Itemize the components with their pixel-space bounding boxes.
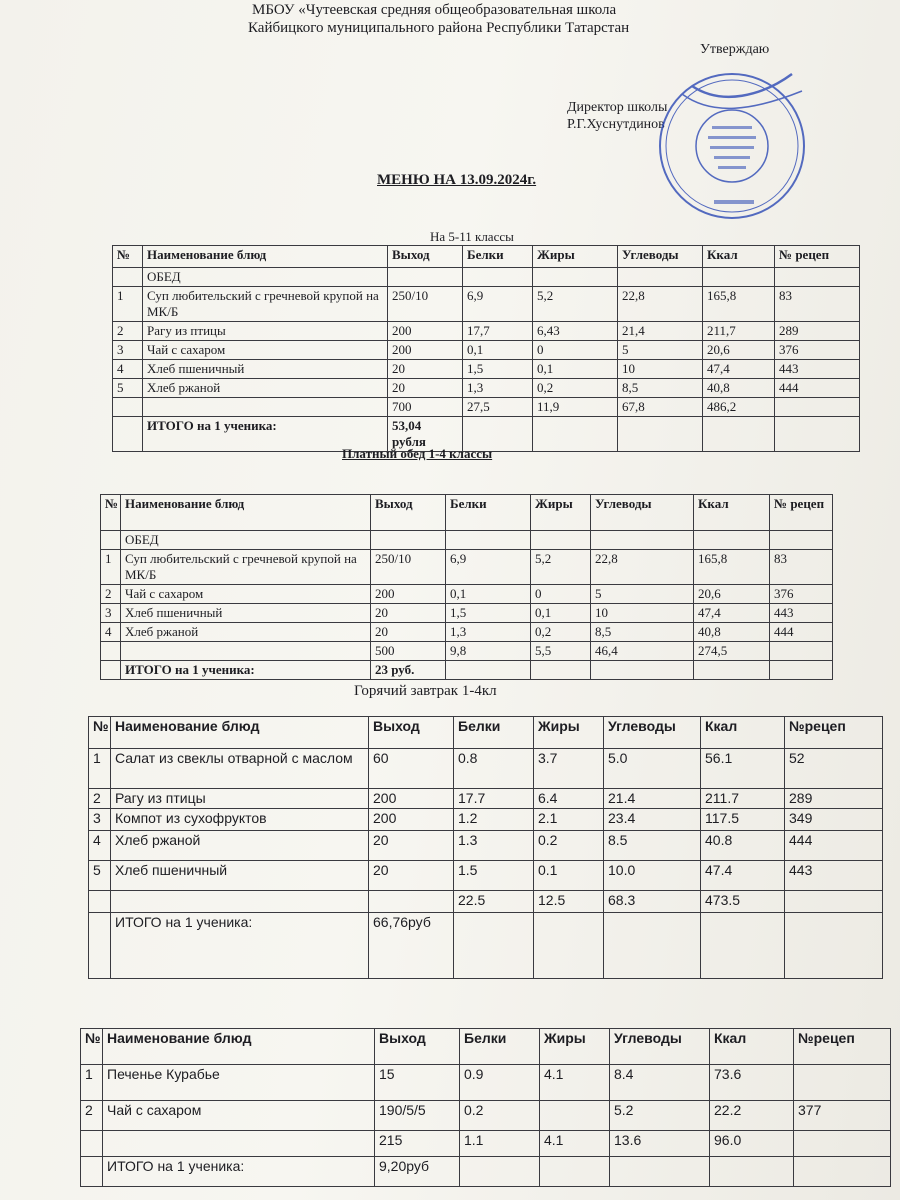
empty-cell bbox=[388, 268, 463, 287]
dish-fats: 0 bbox=[531, 585, 591, 604]
total-carbs: 68.3 bbox=[604, 891, 701, 913]
dish-number: 1 bbox=[113, 287, 143, 322]
totals-row bbox=[89, 891, 883, 913]
col-num: № bbox=[81, 1029, 103, 1065]
totals-row bbox=[101, 642, 833, 661]
dish-kcal: 22.2 bbox=[710, 1101, 794, 1131]
empty-cell bbox=[101, 642, 121, 661]
dish-proteins: 1,3 bbox=[463, 379, 533, 398]
empty-cell bbox=[770, 661, 833, 680]
empty-cell bbox=[113, 398, 143, 417]
dish-row bbox=[89, 749, 883, 789]
empty-cell bbox=[775, 268, 860, 287]
dish-recipe: 443 bbox=[770, 604, 833, 623]
dish-recipe: 52 bbox=[785, 749, 883, 789]
dish-name: Хлеб ржаной bbox=[111, 831, 369, 861]
dish-output: 60 bbox=[369, 749, 454, 789]
dish-name: Суп любительский с гречневой крупой на МК/Б bbox=[121, 550, 371, 585]
empty-cell bbox=[454, 913, 534, 979]
empty-cell bbox=[533, 417, 618, 452]
dish-kcal: 56.1 bbox=[701, 749, 785, 789]
dish-fats: 6,43 bbox=[533, 322, 618, 341]
total-output: 700 bbox=[388, 398, 463, 417]
dish-kcal: 73.6 bbox=[710, 1065, 794, 1101]
dish-fats: 2.1 bbox=[534, 809, 604, 831]
col-fats: Жиры bbox=[540, 1029, 610, 1065]
empty-cell bbox=[460, 1157, 540, 1187]
col-recipe: № рецеп bbox=[775, 246, 860, 268]
empty-cell bbox=[81, 1157, 103, 1187]
dish-recipe bbox=[794, 1065, 891, 1101]
empty-cell bbox=[89, 891, 111, 913]
total-kcal: 96.0 bbox=[710, 1131, 794, 1157]
itogo-row bbox=[81, 1157, 891, 1187]
menu-title: МЕНЮ НА 13.09.2024г. bbox=[377, 172, 537, 188]
empty-cell bbox=[604, 913, 701, 979]
dish-carbs: 5.0 bbox=[604, 749, 701, 789]
col-name: Наименование блюд bbox=[121, 495, 371, 531]
dish-kcal: 165,8 bbox=[694, 550, 770, 585]
dish-proteins: 17.7 bbox=[454, 789, 534, 809]
total-output: 500 bbox=[371, 642, 446, 661]
total-fats: 11,9 bbox=[533, 398, 618, 417]
dish-carbs: 8,5 bbox=[618, 379, 703, 398]
dish-number: 3 bbox=[89, 809, 111, 831]
dish-carbs: 21.4 bbox=[604, 789, 701, 809]
dish-proteins: 0,1 bbox=[446, 585, 531, 604]
dish-fats: 6.4 bbox=[534, 789, 604, 809]
dish-recipe: 444 bbox=[770, 623, 833, 642]
dish-fats: 0,2 bbox=[533, 379, 618, 398]
dish-output: 200 bbox=[388, 341, 463, 360]
col-kcal: Ккал bbox=[703, 246, 775, 268]
col-fats: Жиры bbox=[534, 717, 604, 749]
dish-fats: 0 bbox=[533, 341, 618, 360]
director-title: Директор школы bbox=[567, 100, 668, 115]
dish-name: Салат из свеклы отварной с маслом bbox=[111, 749, 369, 789]
dish-number: 2 bbox=[81, 1101, 103, 1131]
dish-number: 4 bbox=[101, 623, 121, 642]
dish-fats: 0,1 bbox=[533, 360, 618, 379]
section-title-paid-lunch: Платный обед 1-4 классы bbox=[342, 446, 493, 461]
dish-name: Рагу из птицы bbox=[111, 789, 369, 809]
itogo-row bbox=[89, 913, 883, 979]
dish-fats: 0.2 bbox=[534, 831, 604, 861]
dish-row bbox=[113, 341, 860, 360]
empty-cell bbox=[785, 891, 883, 913]
col-name: Наименование блюд bbox=[103, 1029, 375, 1065]
dish-proteins: 1.3 bbox=[454, 831, 534, 861]
group-num-cell bbox=[113, 268, 143, 287]
total-proteins: 1.1 bbox=[460, 1131, 540, 1157]
dish-fats: 0,2 bbox=[531, 623, 591, 642]
dish-proteins: 0.2 bbox=[460, 1101, 540, 1131]
col-proteins: Белки bbox=[463, 246, 533, 268]
dish-fats: 4.1 bbox=[540, 1065, 610, 1101]
dish-recipe: 349 bbox=[785, 809, 883, 831]
col-name: Наименование блюд bbox=[111, 717, 369, 749]
dish-kcal: 40,8 bbox=[703, 379, 775, 398]
dish-row bbox=[89, 861, 883, 891]
dish-kcal: 47,4 bbox=[703, 360, 775, 379]
dish-name: Чай с сахаром bbox=[103, 1101, 375, 1131]
empty-cell bbox=[534, 913, 604, 979]
dish-carbs: 10.0 bbox=[604, 861, 701, 891]
total-carbs: 46,4 bbox=[591, 642, 694, 661]
itogo-value: 23 руб. bbox=[371, 661, 446, 680]
empty-cell bbox=[794, 1131, 891, 1157]
empty-cell bbox=[703, 417, 775, 452]
school-name-line1: МБОУ «Чутеевская средняя общеобразовательная школа bbox=[252, 2, 617, 18]
empty-cell bbox=[143, 398, 388, 417]
dish-fats bbox=[540, 1101, 610, 1131]
col-carbs: Углеводы bbox=[610, 1029, 710, 1065]
dish-number: 3 bbox=[113, 341, 143, 360]
dish-output: 200 bbox=[369, 809, 454, 831]
group-row bbox=[113, 268, 860, 287]
dish-kcal: 117.5 bbox=[701, 809, 785, 831]
total-fats: 4.1 bbox=[540, 1131, 610, 1157]
col-kcal: Ккал bbox=[701, 717, 785, 749]
total-output: 215 bbox=[375, 1131, 460, 1157]
dish-output: 250/10 bbox=[371, 550, 446, 585]
empty-cell bbox=[694, 661, 770, 680]
col-recipe: № рецеп bbox=[770, 495, 833, 531]
dish-recipe: 444 bbox=[785, 831, 883, 861]
dish-recipe: 289 bbox=[785, 789, 883, 809]
dish-name: Печенье Курабье bbox=[103, 1065, 375, 1101]
school-seal-stamp bbox=[652, 66, 812, 226]
dish-recipe: 443 bbox=[775, 360, 860, 379]
dish-number: 4 bbox=[113, 360, 143, 379]
director-name: Р.Г.Хуснутдинов bbox=[567, 117, 665, 132]
dish-number: 1 bbox=[101, 550, 121, 585]
itogo-label: ИТОГО на 1 ученика: bbox=[103, 1157, 375, 1187]
dish-name: Суп любительский с гречневой крупой на МК/Б bbox=[143, 287, 388, 322]
dish-kcal: 40,8 bbox=[694, 623, 770, 642]
dish-name: Хлеб ржаной bbox=[121, 623, 371, 642]
dish-kcal: 47,4 bbox=[694, 604, 770, 623]
empty-cell bbox=[531, 531, 591, 550]
dish-kcal: 20,6 bbox=[694, 585, 770, 604]
dish-kcal: 165,8 bbox=[703, 287, 775, 322]
col-output: Выход bbox=[375, 1029, 460, 1065]
total-kcal: 274,5 bbox=[694, 642, 770, 661]
empty-cell bbox=[446, 661, 531, 680]
col-kcal: Ккал bbox=[710, 1029, 794, 1065]
empty-cell bbox=[591, 531, 694, 550]
col-recipe: №рецеп bbox=[794, 1029, 891, 1065]
col-carbs: Углеводы bbox=[591, 495, 694, 531]
dish-output: 200 bbox=[369, 789, 454, 809]
empty-cell bbox=[121, 642, 371, 661]
dish-recipe: 376 bbox=[770, 585, 833, 604]
dish-fats: 5,2 bbox=[533, 287, 618, 322]
dish-row bbox=[101, 550, 833, 585]
dish-number: 2 bbox=[113, 322, 143, 341]
school-name-line2: Кайбицкого муниципального района Республики Татарстан bbox=[248, 20, 630, 36]
dish-number: 5 bbox=[89, 861, 111, 891]
dish-proteins: 0,1 bbox=[463, 341, 533, 360]
dish-row bbox=[101, 604, 833, 623]
dish-number: 3 bbox=[101, 604, 121, 623]
dish-recipe: 83 bbox=[770, 550, 833, 585]
group-row bbox=[101, 531, 833, 550]
col-output: Выход bbox=[388, 246, 463, 268]
empty-cell bbox=[775, 398, 860, 417]
empty-cell bbox=[618, 268, 703, 287]
dish-carbs: 10 bbox=[591, 604, 694, 623]
empty-cell bbox=[701, 913, 785, 979]
dish-row bbox=[101, 585, 833, 604]
dish-carbs: 8,5 bbox=[591, 623, 694, 642]
dish-output: 250/10 bbox=[388, 287, 463, 322]
itogo-value: 66,76руб bbox=[369, 913, 454, 979]
dish-carbs: 5 bbox=[591, 585, 694, 604]
dish-row bbox=[113, 360, 860, 379]
dish-name: Хлеб пшеничный bbox=[121, 604, 371, 623]
itogo-value: 53,04 рубля bbox=[388, 417, 463, 452]
dish-number: 2 bbox=[89, 789, 111, 809]
empty-cell bbox=[770, 531, 833, 550]
itogo-row bbox=[101, 661, 833, 680]
empty-cell bbox=[371, 531, 446, 550]
approve-label: Утверждаю bbox=[700, 42, 770, 57]
dish-number: 5 bbox=[113, 379, 143, 398]
dish-fats: 0.1 bbox=[534, 861, 604, 891]
dish-output: 200 bbox=[371, 585, 446, 604]
dish-number: 1 bbox=[89, 749, 111, 789]
total-kcal: 486,2 bbox=[703, 398, 775, 417]
col-num: № bbox=[89, 717, 111, 749]
dish-output: 15 bbox=[375, 1065, 460, 1101]
dish-output: 200 bbox=[388, 322, 463, 341]
dish-carbs: 5 bbox=[618, 341, 703, 360]
col-name: Наименование блюд bbox=[143, 246, 388, 268]
empty-cell bbox=[694, 531, 770, 550]
col-fats: Жиры bbox=[531, 495, 591, 531]
dish-name: Чай с сахаром bbox=[143, 341, 388, 360]
dish-output: 20 bbox=[369, 831, 454, 861]
dish-proteins: 1.5 bbox=[454, 861, 534, 891]
total-carbs: 13.6 bbox=[610, 1131, 710, 1157]
dish-proteins: 1,5 bbox=[446, 604, 531, 623]
col-output: Выход bbox=[369, 717, 454, 749]
dish-output: 20 bbox=[388, 360, 463, 379]
dish-fats: 0,1 bbox=[531, 604, 591, 623]
empty-cell bbox=[775, 417, 860, 452]
itogo-value: 9,20руб bbox=[375, 1157, 460, 1187]
dish-proteins: 17,7 bbox=[463, 322, 533, 341]
dish-proteins: 0.8 bbox=[454, 749, 534, 789]
total-proteins: 22.5 bbox=[454, 891, 534, 913]
dish-recipe: 83 bbox=[775, 287, 860, 322]
col-num: № bbox=[113, 246, 143, 268]
total-fats: 12.5 bbox=[534, 891, 604, 913]
dish-row bbox=[113, 379, 860, 398]
totals-row bbox=[113, 398, 860, 417]
total-proteins: 9,8 bbox=[446, 642, 531, 661]
dish-row bbox=[81, 1101, 891, 1131]
dish-name: Компот из сухофруктов bbox=[111, 809, 369, 831]
dish-row bbox=[89, 809, 883, 831]
empty-cell bbox=[101, 661, 121, 680]
dish-row bbox=[113, 322, 860, 341]
dish-output: 20 bbox=[371, 623, 446, 642]
col-num: № bbox=[101, 495, 121, 531]
dish-kcal: 20,6 bbox=[703, 341, 775, 360]
dish-output: 190/5/5 bbox=[375, 1101, 460, 1131]
dish-carbs: 5.2 bbox=[610, 1101, 710, 1131]
col-proteins: Белки bbox=[446, 495, 531, 531]
total-proteins: 27,5 bbox=[463, 398, 533, 417]
empty-cell bbox=[591, 661, 694, 680]
empty-cell bbox=[113, 417, 143, 452]
dish-fats: 3.7 bbox=[534, 749, 604, 789]
totals-row bbox=[81, 1131, 891, 1157]
empty-cell bbox=[531, 661, 591, 680]
itogo-label: ИТОГО на 1 ученика: bbox=[111, 913, 369, 979]
menu-table-snack bbox=[80, 1028, 891, 1187]
dish-kcal: 211,7 bbox=[703, 322, 775, 341]
dish-fats: 5,2 bbox=[531, 550, 591, 585]
empty-cell bbox=[703, 268, 775, 287]
total-carbs: 67,8 bbox=[618, 398, 703, 417]
dish-row bbox=[89, 831, 883, 861]
dish-recipe: 444 bbox=[775, 379, 860, 398]
dish-kcal: 211.7 bbox=[701, 789, 785, 809]
itogo-label: ИТОГО на 1 ученика: bbox=[121, 661, 371, 680]
col-kcal: Ккал bbox=[694, 495, 770, 531]
total-output bbox=[369, 891, 454, 913]
dish-output: 20 bbox=[371, 604, 446, 623]
dish-row bbox=[101, 623, 833, 642]
col-fats: Жиры bbox=[533, 246, 618, 268]
col-output: Выход bbox=[371, 495, 446, 531]
dish-name: Чай с сахаром bbox=[121, 585, 371, 604]
empty-cell bbox=[785, 913, 883, 979]
dish-carbs: 22,8 bbox=[591, 550, 694, 585]
dish-row bbox=[89, 789, 883, 809]
empty-cell bbox=[794, 1157, 891, 1187]
dish-carbs: 8.5 bbox=[604, 831, 701, 861]
group-label: ОБЕД bbox=[143, 268, 388, 287]
empty-cell bbox=[618, 417, 703, 452]
empty-cell bbox=[540, 1157, 610, 1187]
empty-cell bbox=[81, 1131, 103, 1157]
dish-proteins: 1,5 bbox=[463, 360, 533, 379]
col-proteins: Белки bbox=[460, 1029, 540, 1065]
col-carbs: Углеводы bbox=[604, 717, 701, 749]
menu-table-5-11 bbox=[112, 245, 860, 452]
dish-output: 20 bbox=[369, 861, 454, 891]
dish-carbs: 10 bbox=[618, 360, 703, 379]
itogo-label: ИТОГО на 1 ученика: bbox=[143, 417, 388, 452]
dish-row bbox=[81, 1065, 891, 1101]
dish-recipe: 443 bbox=[785, 861, 883, 891]
dish-proteins: 6,9 bbox=[446, 550, 531, 585]
empty-cell bbox=[533, 268, 618, 287]
group-num-cell bbox=[101, 531, 121, 550]
empty-cell bbox=[610, 1157, 710, 1187]
dish-proteins: 6,9 bbox=[463, 287, 533, 322]
col-proteins: Белки bbox=[454, 717, 534, 749]
section-title-hot-breakfast: Горячий завтрак 1-4кл bbox=[354, 683, 497, 699]
dish-recipe: 376 bbox=[775, 341, 860, 360]
empty-cell bbox=[710, 1157, 794, 1187]
empty-cell bbox=[770, 642, 833, 661]
dish-output: 20 bbox=[388, 379, 463, 398]
dish-number: 1 bbox=[81, 1065, 103, 1101]
empty-cell bbox=[89, 913, 111, 979]
dish-kcal: 47.4 bbox=[701, 861, 785, 891]
dish-proteins: 0.9 bbox=[460, 1065, 540, 1101]
group-label: ОБЕД bbox=[121, 531, 371, 550]
dish-recipe: 289 bbox=[775, 322, 860, 341]
dish-row bbox=[113, 287, 860, 322]
col-carbs: Углеводы bbox=[618, 246, 703, 268]
menu-table-hot-breakfast bbox=[88, 716, 883, 979]
dish-name: Хлеб пшеничный bbox=[111, 861, 369, 891]
dish-carbs: 21,4 bbox=[618, 322, 703, 341]
total-fats: 5,5 bbox=[531, 642, 591, 661]
dish-proteins: 1,3 bbox=[446, 623, 531, 642]
total-kcal: 473.5 bbox=[701, 891, 785, 913]
menu-table-paid-lunch bbox=[100, 494, 833, 680]
empty-cell bbox=[446, 531, 531, 550]
dish-name: Хлеб ржаной bbox=[143, 379, 388, 398]
dish-carbs: 22,8 bbox=[618, 287, 703, 322]
section-title-5-11: На 5-11 классы bbox=[430, 229, 514, 244]
dish-proteins: 1.2 bbox=[454, 809, 534, 831]
empty-cell bbox=[463, 268, 533, 287]
empty-cell bbox=[111, 891, 369, 913]
dish-name: Хлеб пшеничный bbox=[143, 360, 388, 379]
col-recipe: №рецеп bbox=[785, 717, 883, 749]
dish-number: 4 bbox=[89, 831, 111, 861]
empty-cell bbox=[103, 1131, 375, 1157]
dish-recipe: 377 bbox=[794, 1101, 891, 1131]
dish-number: 2 bbox=[101, 585, 121, 604]
dish-carbs: 23.4 bbox=[604, 809, 701, 831]
dish-name: Рагу из птицы bbox=[143, 322, 388, 341]
dish-kcal: 40.8 bbox=[701, 831, 785, 861]
dish-carbs: 8.4 bbox=[610, 1065, 710, 1101]
